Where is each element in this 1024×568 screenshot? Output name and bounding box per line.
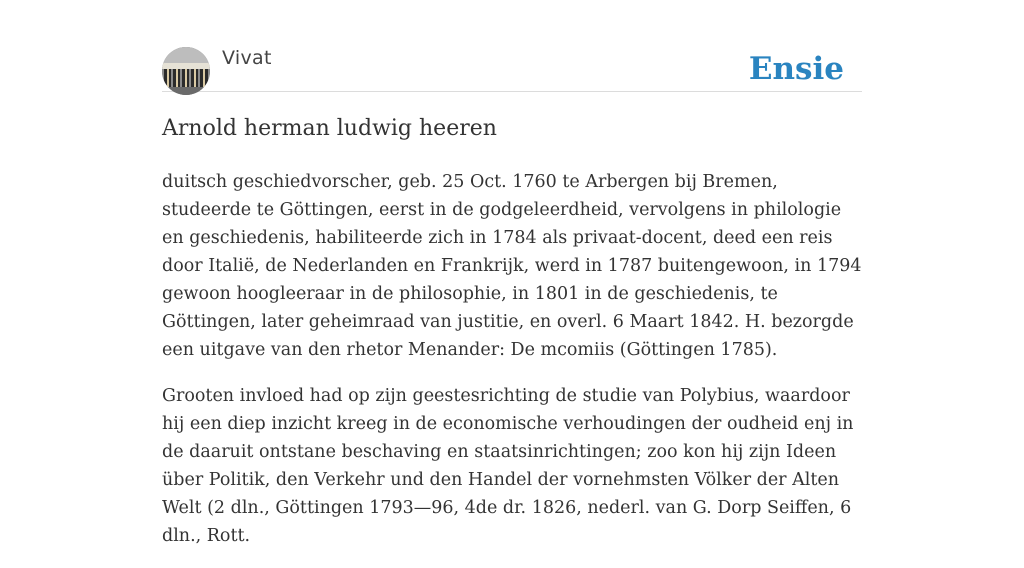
source-name[interactable]: Vivat (222, 47, 272, 69)
ensie-logo[interactable]: Ensie (748, 51, 844, 87)
article-title: Arnold herman ludwig heeren (162, 116, 497, 141)
book-spines-icon (162, 47, 210, 95)
article-paragraph: duitsch geschiedvorscher, geb. 25 Oct. 1760 te Arbergen bij Bremen, studeerde te Göttingen, eerst in de godgeleerdheid, vervolgens in philologie en geschiedenis, habiliteerde zich in 1784 als privaat-docent, deed een reis door Italië, de Nederlanden en Frankrijk, werd in 1787 buitengewoon, in 1794 gewoon hoogleeraar in de philosophie, in 1801 in de geschiedenis, te Göttingen, later geheimraad van justitie, en overl. 6 Maart 1842. H. bezorgde een uitgave van den rhetor Menander: De mcomiis (Göttingen 1785). (162, 172, 862, 360)
source-avatar[interactable] (162, 47, 210, 95)
article-paragraph: Grooten invloed had op zijn geestesrichting de studie van Polybius, waardoor hij een diep inzicht kreeg in de economische verhoudingen der oudheid enj in de daaruit ontstane beschaving en staatsinrichtingen; zoo kon hij zijn Ideen über Politik, den Verkehr und den Handel der vornehmsten Völker der Alten Welt (2 dln., Göttingen 1793—96, 4de dr. 1826, nederl. van G. Dorp Seiffen, 6 dln., Rott. (162, 386, 854, 546)
article-body (162, 168, 862, 568)
site-header (162, 45, 862, 92)
